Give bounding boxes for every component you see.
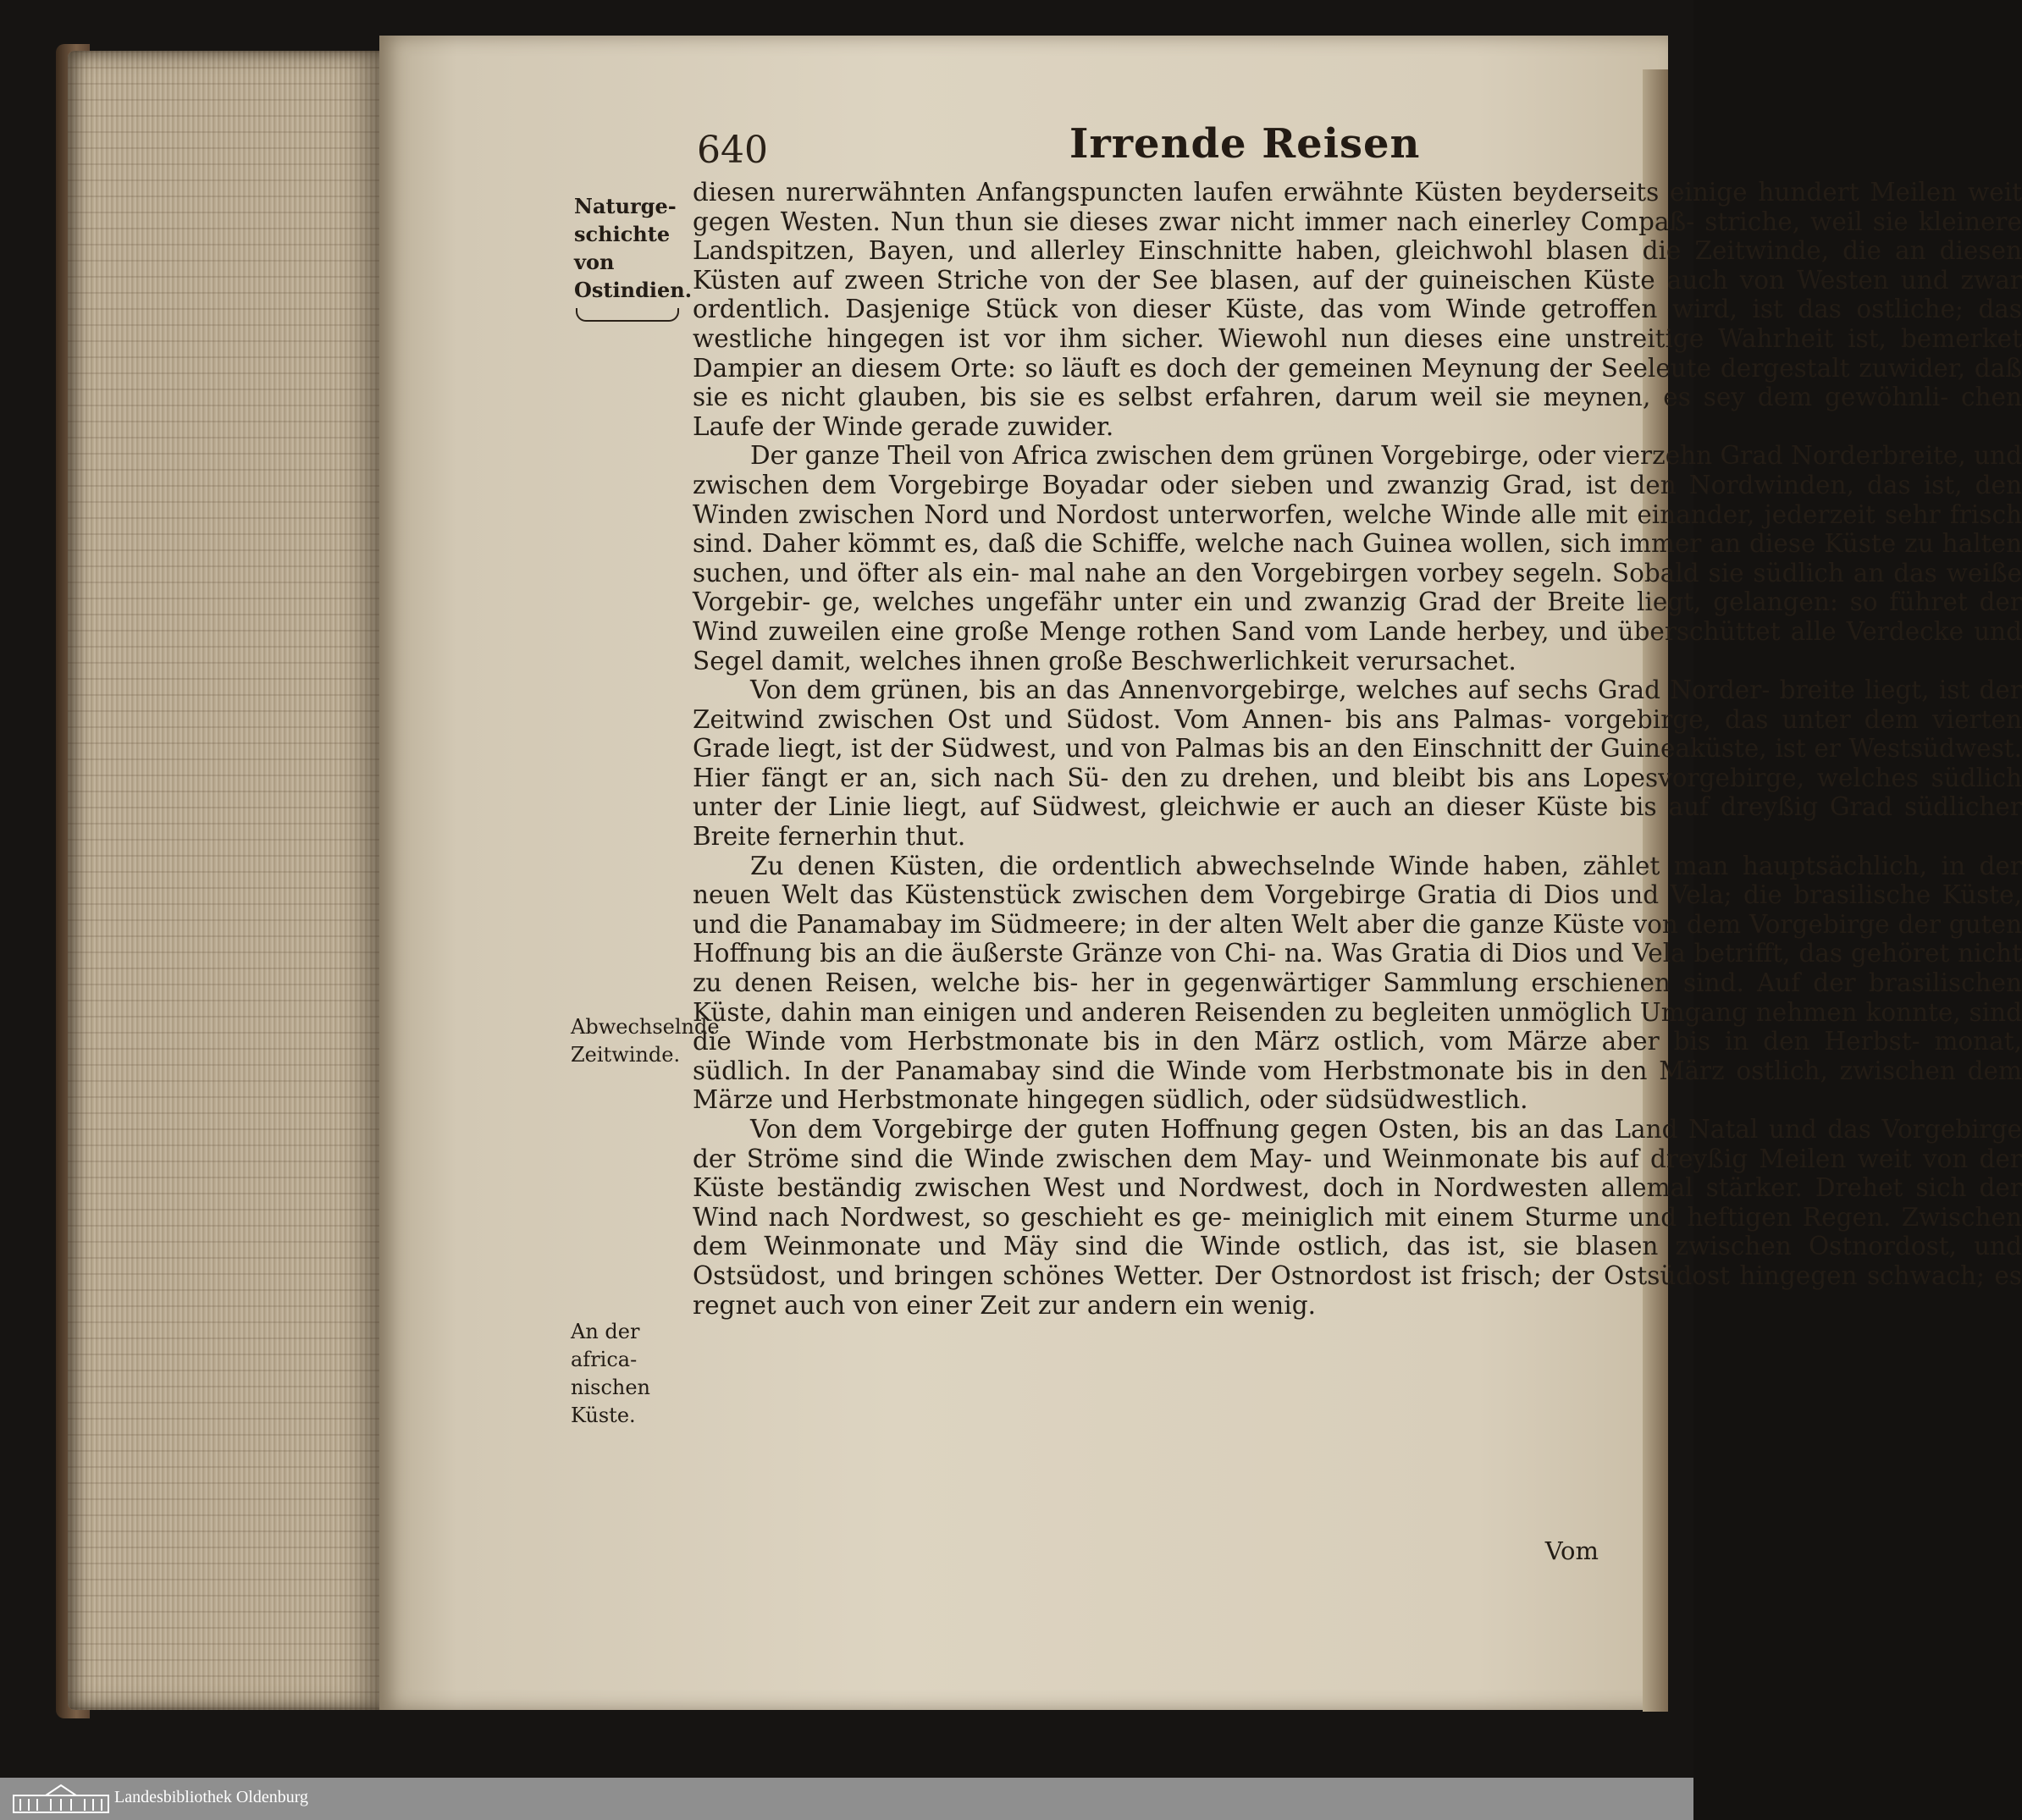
paragraph: Von dem Vorgebirge der guten Hoffnung gegen Osten, bis an das Land Natal und das Vorgebirge der Ströme sind die Winde zwischen dem May- und Weinmonate bis auf dreyßig Meilen weit von der Küste beständig zwischen West und Nordwest, doch in Nordwesten allemal stärker. Drehet sich der Wind nach Nordwest, so geschieht es ge- meiniglich mit einem Sturme und heftigen Regen. Zwischen dem Weinmonate und Mäy sind die Winde ostlich, das ist, sie blasen zwischen Ostnordost, und Ostsüdost, und bringen schönes Wetter. Der Ostnordost ist frisch; der Ostsüdost hingegen schwach; es regnet auch von einer Zeit zur andern ein wenig. [693, 1115, 2022, 1320]
catchword: Vom [1544, 1536, 1599, 1565]
library-name: Landesbibliothek Oldenburg [114, 1788, 309, 1806]
paragraph: Zu denen Küsten, die ordentlich abwechselnde Winde haben, zählet man hauptsächlich, in der neuen Welt das Küstenstück zwischen dem Vorgebirge Gratia di Dios und Vela; die brasilische Küste, und die Panamabay im Südmeere; in der alten Welt aber die ganze Küste von dem Vorgebirge der guten Hoffnung bis an die äußerste Gränze von Chi- na. Was Gratia di Dios und Vela betrifft, das gehöret nicht zu denen Reisen, welche bis- her in gegenwärtiger Sammlung erschienen sind. Auf der brasilischen Küste, dahin man einigen und anderen Reisenden zu begleiten unmöglich Umgang nehmen konnte, sind die Winde vom Herbstmonate bis in den März ostlich, vom Märze aber bis in den Herbst- monat, südlich. In der Panamabay sind die Winde vom Herbstmonate bis in den März ostlich, zwischen dem Märze und Herbstmonate hingegen südlich, oder südsüdwestlich. [693, 851, 2022, 1115]
running-head: Irrende Reisen [1069, 120, 1421, 168]
library-building-icon [12, 1784, 110, 1814]
paragraph: diesen nurerwähnten Anfangspuncten laufen erwähnte Küsten beyderseits einige hundert Meilen weit gegen Westen. Nun thun sie dieses zwar nicht immer nach einerley Compaß- striche, weil sie kleinere Landspitzen, Bayen, und allerley Einschnitte haben, gleichwohl blasen die Zeitwinde, die an diesen Küsten auf zween Striche von der See blasen, auf der guineischen Küste auch von Westen und zwar ordentlich. Dasjenige Stück von dieser Küste, das vom Winde getroffen wird, ist das ostliche; das westliche hingegen ist vor ihm sicher. Wiewohl nun dieses eine unstreitige Wahrheit ist, bemerket Dampier an diesem Orte: so läuft es doch der gemeinen Meynung der Seeleute dergestalt zuwider, daß sie es nicht glauben, bis sie es selbst erfahren, darum weil sie meynen, es sey dem gewöhnli- chen Laufe der Winde gerade zuwider. [693, 178, 2022, 441]
margin-note-alternating-winds: Abwechselnde Zeitwinde. [571, 1015, 720, 1067]
page-number: 640 [697, 129, 768, 172]
body-text [693, 178, 2022, 1566]
paragraph: Von dem grünen, bis an das Annenvorgebirge, welches auf sechs Grad Norder- breite liegt, ist der Zeitwind zwischen Ost und Südost. Vom Annen- bis ans Palmas- vorgebirge, das unter dem vierten Grade liegt, ist der Südwest, und von Palmas bis an den Einschnitt der Guineaküste, ist er Westsüdwest. Hier fängt er an, sich nach Sü- den zu drehen, und bleibt bis ans Lopesvorgebirge, welches südlich unter der Linie liegt, auf Südwest, gleichwie er auch an dieser Küste bis auf dreyßig Grad südlicher Breite fernerhin thut. [693, 676, 2022, 852]
margin-note-natural-history: Naturge- schichte von Ostindien. [574, 194, 693, 302]
margin-note-african-coast: An der africa- nischen Küste. [571, 1320, 651, 1427]
book-page [379, 36, 2022, 1710]
paragraph: Der ganze Theil von Africa zwischen dem grünen Vorgebirge, oder vierzehn Grad Norderbreite, und zwischen dem Vorgebirge Boyadar oder sieben und zwanzig Grad, ist den Nordwinden, das ist, den Winden zwischen Nord und Nordost unterworfen, welche Winde alle mit einander, jederzeit sehr frisch sind. Daher kömmt es, daß die Schiffe, welche nach Guinea wollen, sich immer an diese Küste zu halten suchen, und öfter als ein- mal nahe an den Vorgebirgen vorbey segeln. Sobald sie südlich an das weiße Vorgebir- ge, welches ungefähr unter ein und zwanzig Grad der Breite liegt, gelangen: so führet der Wind zuweilen eine große Menge rothen Sand vom Lande herbey, und überschüttet alle Verdecke und Segel damit, welches ihnen große Beschwerlichkeit verursachet. [693, 441, 2022, 676]
margin-note-brace [576, 308, 679, 322]
book-page-edges [68, 51, 381, 1710]
footer-bar [0, 1778, 1693, 1820]
